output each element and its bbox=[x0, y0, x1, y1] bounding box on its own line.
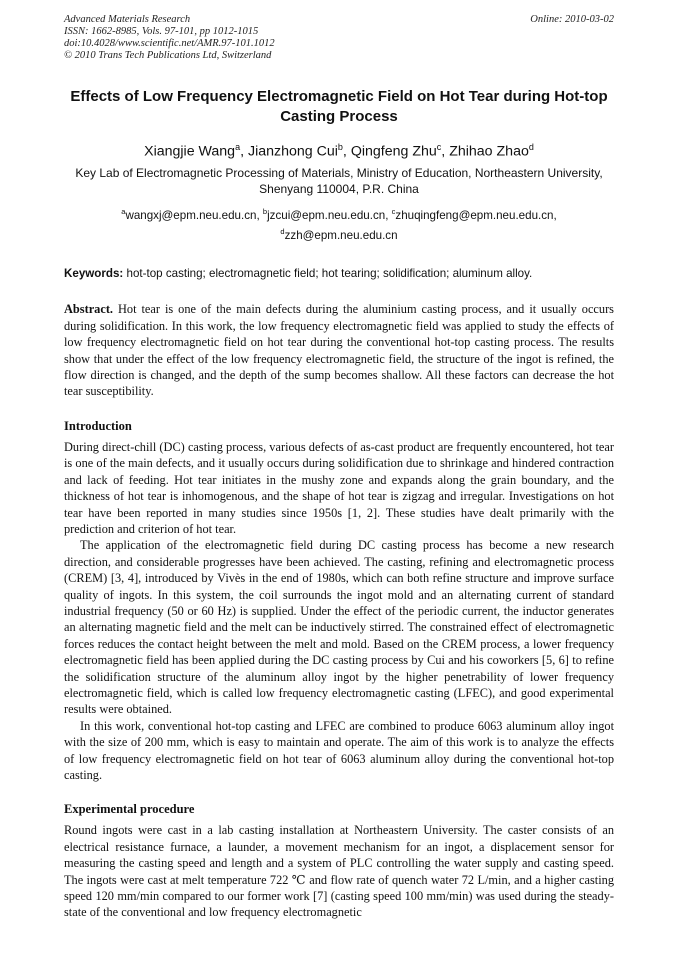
paper-title: Effects of Low Frequency Electromagnetic Field on Hot Tear during Hot-top Casting Process bbox=[70, 88, 608, 125]
author-emails bbox=[64, 204, 614, 244]
keywords-label: Keywords: bbox=[64, 267, 124, 281]
email-a[interactable]: wangxj@epm.neu.edu.cn, bbox=[125, 208, 263, 222]
intro-paragraph-1: During direct-chill (DC) casting process, various defects of as-cast product are frequently encountered, hot tear is one of the main defects, and it usually occurs during solidification due to shrinkage and hindered contraction and lack of feeding. Hot tear initiates in the mushy zone and expands along the grain boundary, and the thickness of hot tear is inhomogenous, and the shape of hot tear is zigzag and irregular. Investigations on hot tear have been reported in many studies since 1950s [1, 2]. These studies have dealt primarily with the prediction and criterion of hot tear. bbox=[64, 439, 614, 536]
journal-name: Advanced Materials Research bbox=[64, 14, 191, 25]
author-separator: , bbox=[441, 143, 450, 160]
abstract bbox=[64, 301, 614, 399]
author-list bbox=[64, 138, 614, 161]
abstract-text: Hot tear is one of the main defects during the aluminium casting process, and it usually occurs during solidification. In this work, the low frequency electromagnetic field was applied to study the effects of low frequency electromagnetic field on hot tear during the conventional hot-top casting process. The results show that under the effect of the low frequency electromagnetic field, the structure of the ingot is refined, the flow direction is changed, and the depth of the sump becomes shallow. All these factors can decrease the hot tear susceptibility. bbox=[64, 302, 614, 399]
abstract-label: Abstract. bbox=[64, 302, 114, 317]
email-mark: d bbox=[280, 226, 285, 236]
author-affil-mark: d bbox=[528, 142, 534, 152]
email-mark: a bbox=[121, 206, 126, 216]
author-affil-mark: c bbox=[436, 142, 442, 152]
email-b[interactable]: jzcui@epm.neu.edu.cn, bbox=[267, 208, 392, 222]
author-separator: , bbox=[342, 143, 351, 160]
author-name: Jianzhong Cui bbox=[247, 143, 338, 160]
email-mark: c bbox=[391, 206, 396, 216]
section-heading-introduction: Introduction bbox=[64, 418, 132, 433]
author-separator: , bbox=[240, 143, 248, 160]
affiliation: Key Lab of Electromagnetic Processing of Materials, Ministry of Education, Northeastern University, Shenyang 110004, P.R. China bbox=[75, 165, 603, 196]
intro-paragraph-3: In this work, conventional hot-top casting and LFEC are combined to produce 6063 aluminum alloy ingot with the size of 200 mm, which is easy to maintain and operate. The aim of this work is to analyze the effects of low frequency electromagnetic field on hot tear of 6063 aluminum alloy during the conventional hot-top casting. bbox=[64, 718, 614, 783]
email-d[interactable]: zzh@epm.neu.edu.cn bbox=[284, 228, 398, 242]
journal-issn: ISSN: 1662-8985, Vols. 97-101, pp 1012-1015 bbox=[64, 26, 259, 37]
experimental-paragraph-1: Round ingots were cast in a lab casting installation at Northeastern University. The caster consists of an electrical resistance furnace, a launder, a movement mechanism for an ingot, a displacement sensor for measuring the casting speed and length and a system of PLC controlling the water supply and casting speed. The ingots were cast at melt temperature 722 ℃ and flow rate of quench water 72 L/min, and a higher casting speed 120 mm/min compared to our former work [7] (casting speed 100 mm/min) was used during the steady-state of the conventional and low frequency electromagnetic bbox=[64, 823, 614, 920]
email-mark: b bbox=[262, 206, 268, 216]
journal-copyright: © 2010 Trans Tech Publications Ltd, Switzerland bbox=[64, 50, 272, 61]
keywords-text: hot-top casting; electromagnetic field; hot tearing; solidification; aluminum alloy. bbox=[123, 267, 533, 281]
email-c[interactable]: zhuqingfeng@epm.neu.edu.cn, bbox=[395, 208, 557, 222]
journal-header bbox=[64, 14, 614, 62]
author-name: Xiangjie Wang bbox=[144, 143, 236, 160]
journal-doi: doi:10.4028/www.scientific.net/AMR.97-101.1012 bbox=[64, 38, 275, 49]
section-heading-experimental: Experimental procedure bbox=[64, 802, 195, 817]
author-name: Qingfeng Zhu bbox=[350, 143, 437, 160]
journal-info bbox=[64, 14, 275, 62]
intro-paragraph-2: The application of the electromagnetic field during DC casting process has become a new research direction, and considerable progresses have been achieved. The casting, refining and electromagnetic process (CREM) [3, 4], introduced by Vivès in the end of 1980s, which can both refine structure and improve surface quality of ingots. In this system, the coil surrounds the ingot mold and an alternating current of standard industrial frequency (50 or 60 Hz) is supplied. Under the effect of the periodic current, the inductor generates an alternating magnetic field and the melt can be inductively stirred. The constrained effect of electromagnetic forces reduces the contact height between the melt and mold. Based on the CREM process, a lower frequency electromagnetic field has been applied during the DC casting process by Cui and his coworkers [5, 6] to refine the solidification structure of the aluminum alloy ingot by the higher penetrability of lower frequency electromagnetic field, which is called low frequency electromagnetic casting (LFEC), and good experimental results were obtained. bbox=[64, 538, 614, 717]
author-name: Zhihao Zhao bbox=[449, 143, 529, 160]
online-date: Online: 2010-03-02 bbox=[530, 14, 614, 25]
author-affil-mark: a bbox=[235, 142, 241, 152]
keywords bbox=[64, 266, 614, 282]
author-affil-mark: b bbox=[337, 142, 343, 152]
